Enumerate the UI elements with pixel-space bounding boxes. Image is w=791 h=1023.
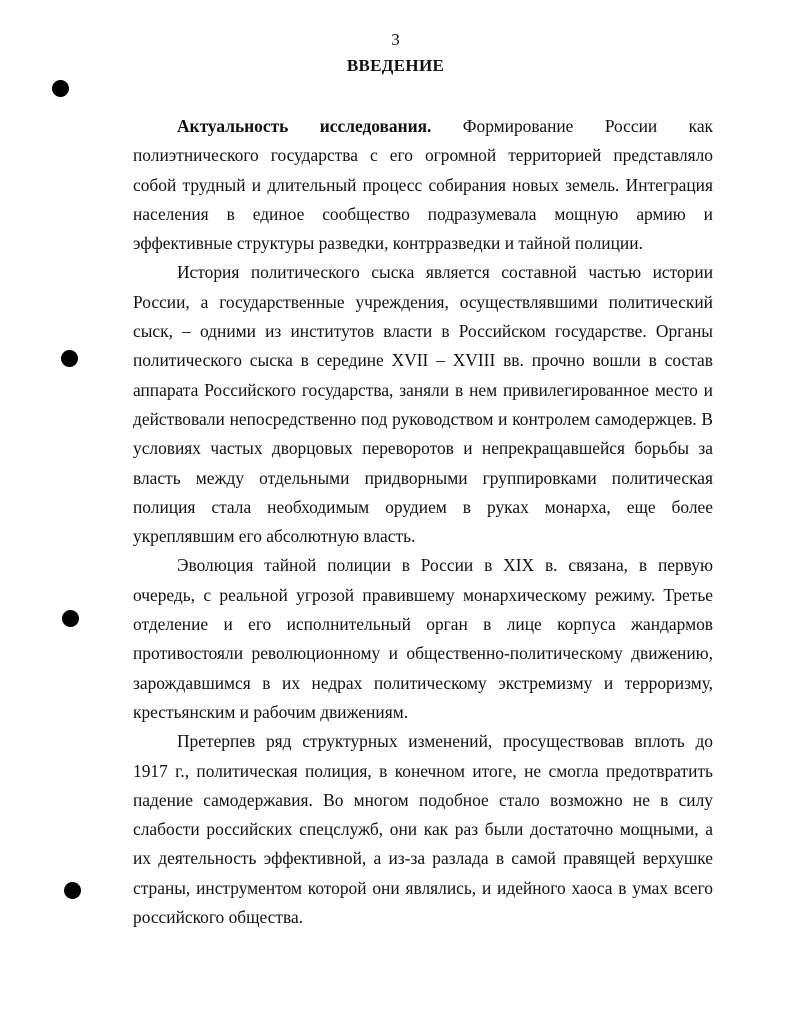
punch-hole-mark: [61, 350, 78, 367]
paragraph-relevance: [133, 112, 713, 258]
page-number: 3: [391, 30, 400, 49]
punch-hole-mark: [52, 80, 69, 97]
paragraph-conclusion: Претерпев ряд структурных изменений, просуществовав вплоть до 1917 г., политическая полиция, в конечном итоге, не смогла предотвратить падение самодержавия. Во многом подобное стало возможно не в силу слабости российских спецслужб, они как раз были достаточно мощными, а их деятельность эффективной, а из-за разлада в самой правящей верхушке страны, инструментом которой они являлись, и идейного хаоса в умах всего российского общества.: [133, 731, 713, 928]
punch-hole-mark: [62, 610, 79, 627]
paragraph-history: История политического сыска является составной частью истории России, а государственные учреждения, осуществлявшими политический сыск, – одними из институтов власти в Российском государстве. Органы политического сыска в середине XVII – XVIII вв. прочно вошли в состав аппарата Российского государства, заняли в нем привилегированное место и действовали непосредственно под руководством и контролем самодержцев. В условиях частых дворцовых переворотов и непрекращавшейся борьбы за власть между отдельными придворными группировками политическая полиция стала необходимым орудием в руках монарха, еще более укреплявшим его абсолютную власть.: [133, 262, 713, 547]
relevance-text: Формирование России как полиэтнического государства с его огромной территорией представляло собой трудный и длительный процесс собирания новых земель. Интеграция населения в единое сообщество подразумевала мощную армию и эффективные структуры разведки, контрразведки и тайной полиции.: [133, 116, 713, 254]
relevance-lead: Актуальность исследования.: [177, 116, 432, 136]
punch-hole-mark: [64, 882, 81, 899]
body-text: [133, 112, 713, 932]
paragraph-evolution: Эволюция тайной полиции в России в XIX в. связана, в первую очередь, с реальной угрозой правившему монархическому режиму. Третье отделение и его исполнительный орган в лице корпуса жандармов противостояли революционному и общественно-политическому движению, зарождавшимся в их недрах политическому экстремизму и терроризму, крестьянским и рабочим движениям.: [133, 555, 713, 722]
section-heading: ВВЕДЕНИЕ: [346, 56, 445, 75]
